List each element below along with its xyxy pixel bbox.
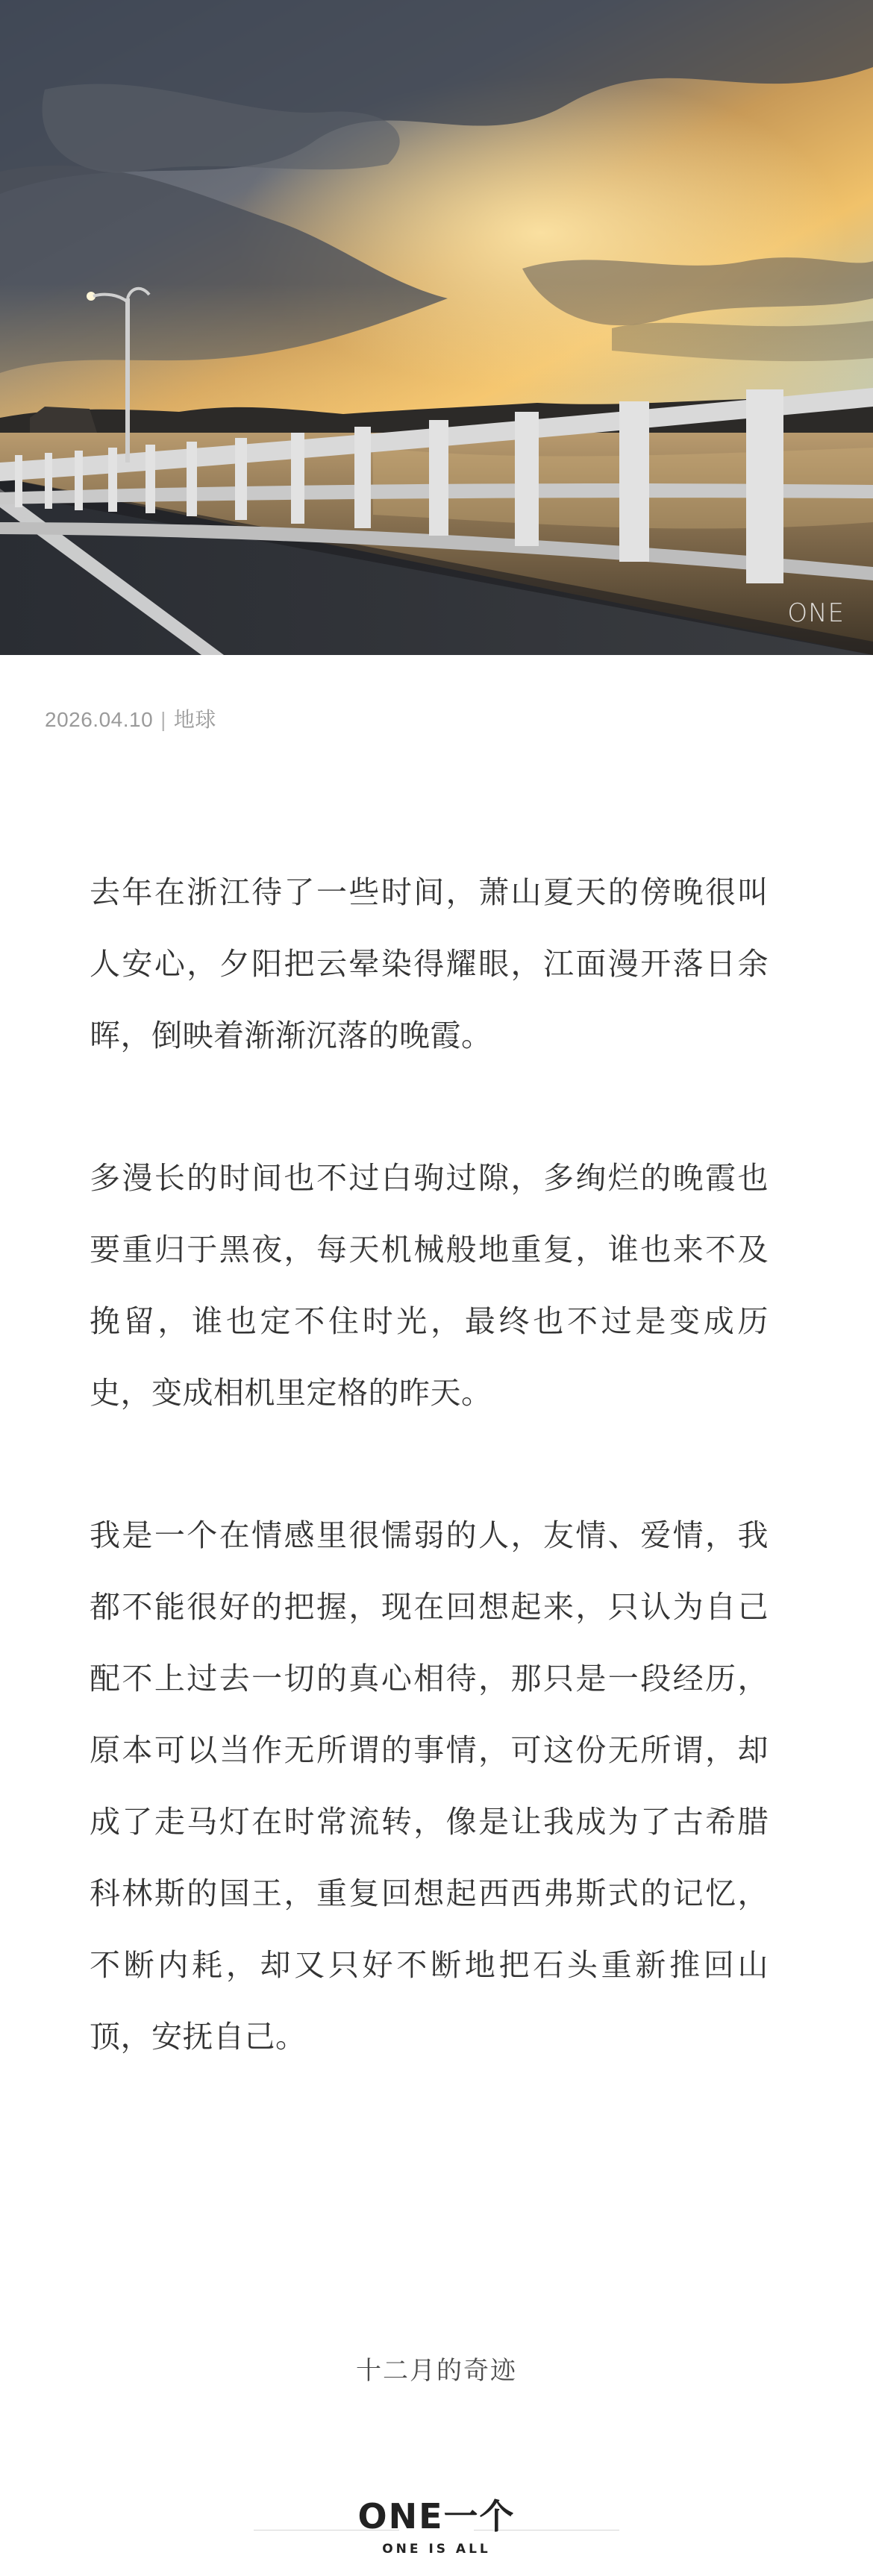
meta-separator: |	[160, 708, 166, 731]
post-date: 2026.04.10	[45, 708, 154, 731]
post-location: 地球	[173, 708, 216, 731]
article-title: 十二月的奇迹	[356, 2356, 517, 2386]
one-watermark: ONE	[787, 598, 845, 628]
article-paragraph: 我是一个在情感里很懦弱的人，友情、爱情，我都不能很好的把握，现在回想起来，只认为自己配不上过去一切的真心相待，那只是一段经历，原本可以当作无所谓的事情，可这份无所谓，却成了走马灯在时常流转，像是让我成为了古希腊科林斯的国王，重复回想起西西弗斯式的记忆，不断内耗，却又只好不断地把石头重新推回山顶，安抚自己。	[90, 1517, 769, 2055]
brand-footer	[0, 2495, 873, 2563]
hero-photo	[0, 0, 873, 655]
sunset-bridge-image	[0, 0, 873, 655]
article-paragraph: 去年在浙江待了一些时间，萧山夏天的傍晚很叫人安心，夕阳把云晕染得耀眼，江面漫开落日余晖，倒映着渐渐沉落的晚霞。	[90, 874, 769, 1053]
one-logo: ONE一个	[357, 2496, 516, 2536]
brand-slogan: ONE IS ALL	[382, 2542, 491, 2557]
article-body	[90, 856, 769, 2072]
post-meta	[45, 703, 216, 733]
article-paragraph: 多漫长的时间也不过白驹过隙，多绚烂的晚霞也要重归于黑夜，每天机械般地重复，谁也来不及挽留，谁也定不住时光，最终也不过是变成历史，变成相机里定格的昨天。	[90, 1160, 769, 1411]
